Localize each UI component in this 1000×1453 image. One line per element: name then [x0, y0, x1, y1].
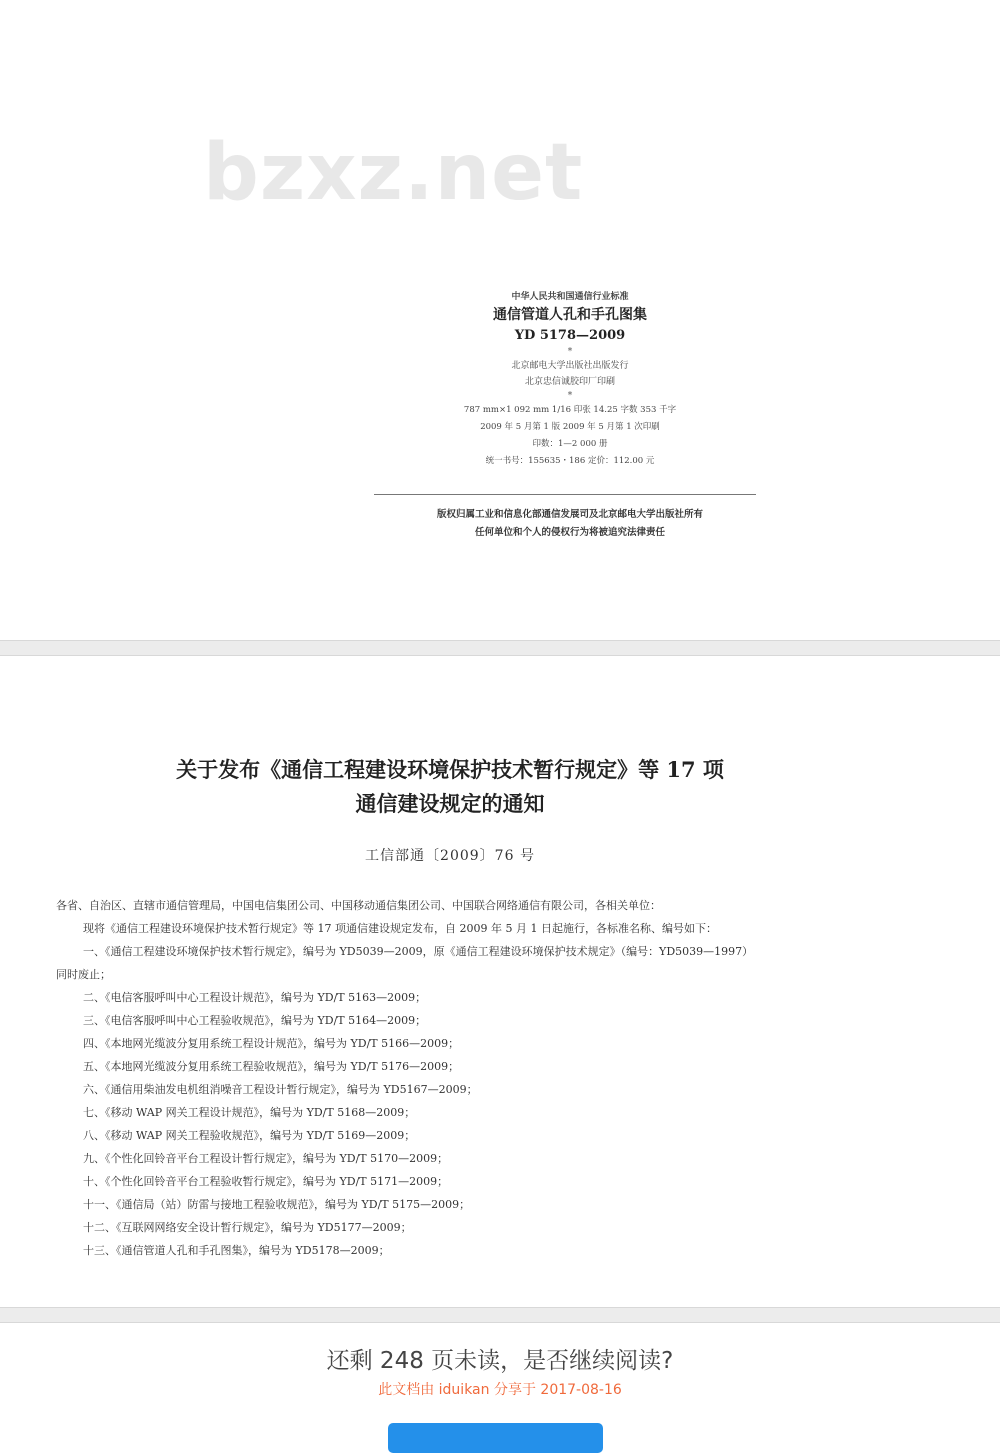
notice-title: [150, 753, 750, 821]
printer: 北京忠信诚胶印厂印刷: [524, 377, 615, 387]
publisher: 北京邮电大学出版社出版发行: [511, 361, 629, 371]
document-page-1: [0, 0, 1000, 640]
list-item: 四、《本地网光缆波分复用系统工程设计规范》，编号为 YD/T 5166—2009；: [83, 1037, 460, 1050]
page-separator: [0, 640, 1000, 656]
document-page-2: [0, 657, 1000, 1307]
book-specs: 787 mm×1 092 mm 1/16 印张 14.25 字数 353 千字: [463, 405, 677, 415]
notice-title-line-2: 通信建设规定的通知: [355, 791, 545, 816]
isbn-price: 统一书号：155635・186 定价：112.00 元: [485, 456, 655, 466]
intro-paragraph: 现将《通信工程建设环境保护技术暂行规定》等 17 项通信建设规定发布，自 2009 年 5 月 1 日起施行，各标准名称、编号如下：: [83, 922, 717, 935]
colophon: [370, 290, 770, 470]
standard-label: 中华人民共和国通信行业标准: [511, 292, 629, 302]
shared-by-text: 此文档由 iduikan 分享于 2017-08-16: [378, 1382, 622, 1398]
notice-body: [56, 894, 876, 1262]
rights-line-1: 版权归属工业和信息化部通信发展司及北京邮电大学出版社所有: [436, 509, 703, 520]
list-item: 二、《电信客服呼叫中心工程设计规范》，编号为 YD/T 5163—2009；: [83, 991, 427, 1004]
divider: [374, 494, 756, 495]
addressee: 各省、自治区、直辖市通信管理局，中国电信集团公司、中国移动通信集团公司、中国联合网络通信有限公司，各相关单位：: [56, 899, 661, 912]
remaining-pages-text: 还剩 248 页未读，是否继续阅读?: [326, 1348, 674, 1374]
list-item-1: 一、《通信工程建设环境保护技术暂行规定》，编号为 YD5039—2009，原《通信工程建设环境保护技术规定》（编号：YD5039—1997）: [83, 945, 754, 958]
list-item: 八、《移动 WAP 网关工程验收规范》，编号为 YD/T 5169—2009；: [83, 1129, 416, 1142]
list-item: 十二、《互联网网络安全设计暂行规定》，编号为 YD5177—2009；: [83, 1221, 412, 1234]
copyright-notice: [370, 506, 770, 542]
rights-line-2: 任何单位和个人的侵权行为将被追究法律责任: [474, 527, 665, 538]
list-item-1-cont: 同时废止；: [56, 968, 111, 981]
separator-2: *: [567, 391, 573, 401]
watermark: bzxz.net: [203, 128, 584, 218]
list-item: 七、《移动 WAP 网关工程设计规范》，编号为 YD/T 5168—2009；: [83, 1106, 416, 1119]
continue-reading-prompt: [0, 1324, 1000, 1400]
standard-code: YD 5178—2009: [514, 328, 626, 343]
list-item: 三、《电信客服呼叫中心工程验收规范》，编号为 YD/T 5164—2009；: [83, 1014, 427, 1027]
edition-info: 2009 年 5 月第 1 版 2009 年 5 月第 1 次印刷: [480, 422, 660, 432]
list-item: 六、《通信用柴油发电机组消噪音工程设计暂行规定》，编号为 YD5167—2009；: [83, 1083, 478, 1096]
notice-title-line-1: 关于发布《通信工程建设环境保护技术暂行规定》等 17 项: [176, 757, 724, 782]
print-run: 印数：1—2 000 册: [532, 439, 608, 449]
document-number: 工信部通〔2009〕76 号: [365, 848, 535, 864]
page-separator: [0, 1307, 1000, 1323]
continue-reading-button[interactable]: [388, 1423, 603, 1453]
separator: *: [567, 347, 573, 357]
list-item: 十三、《通信管道人孔和手孔图集》，编号为 YD5178—2009；: [83, 1244, 390, 1257]
book-title: 通信管道人孔和手孔图集: [493, 307, 647, 323]
list-item: 五、《本地网光缆波分复用系统工程验收规范》，编号为 YD/T 5176—2009；: [83, 1060, 460, 1073]
list-item: 十、《个性化回铃音平台工程验收暂行规定》，编号为 YD/T 5171—2009；: [83, 1175, 449, 1188]
list-item: 十一、《通信局（站）防雷与接地工程验收规范》，编号为 YD/T 5175—2009；: [83, 1198, 471, 1211]
list-item: 九、《个性化回铃音平台工程设计暂行规定》，编号为 YD/T 5170—2009；: [83, 1152, 449, 1165]
